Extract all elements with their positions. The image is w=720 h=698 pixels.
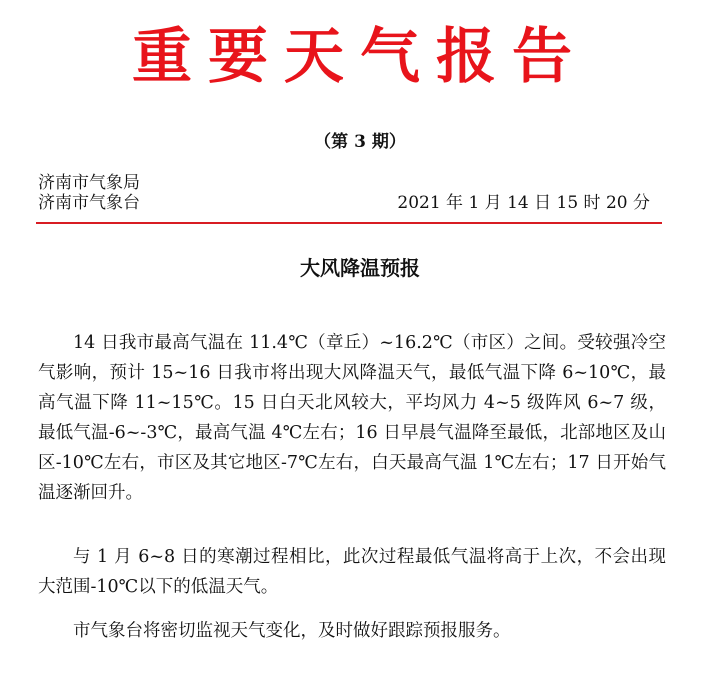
paragraph-forecast: 14 日我市最高气温在 11.4℃（章丘）~16.2℃（市区）之间。受较强冷空气影响，预计 15~16 日我市将出现大风降温天气，最低气温下降 6~10℃，最高气温下降 11~15℃。15 日白天北风较大，平均风力 4~5 级阵风 6~7 级，最低气温-6~-3℃，最高气温 4℃左右；16 日早晨气温降至最低，北部地区及山区-10℃左右，市区及其它地区-7℃左右，白天最高气温 1℃左右；17 日开始气温逐渐回升。 [38,332,666,503]
paragraph-comparison: 与 1 月 6~8 日的寒潮过程相比，此次过程最低气温将高于上次，不会出现大范围-10℃以下的低温天气。 [38,546,666,597]
header-divider [36,222,662,224]
paragraph-monitoring: 市气象台将密切监视天气变化，及时做好跟踪预报服务。 [73,620,511,641]
issue-date: 2021 年 1 月 14 日 15 时 20 分 [397,193,650,213]
issuer-bureau: 济南市气象局 [38,173,140,193]
report-title: 大风降温预报 [300,256,420,280]
report-masthead: 重要天气报告 [132,22,588,92]
issuer-observatory: 济南市气象台 [38,193,140,213]
issue-number: （第 3 期） [314,132,406,152]
